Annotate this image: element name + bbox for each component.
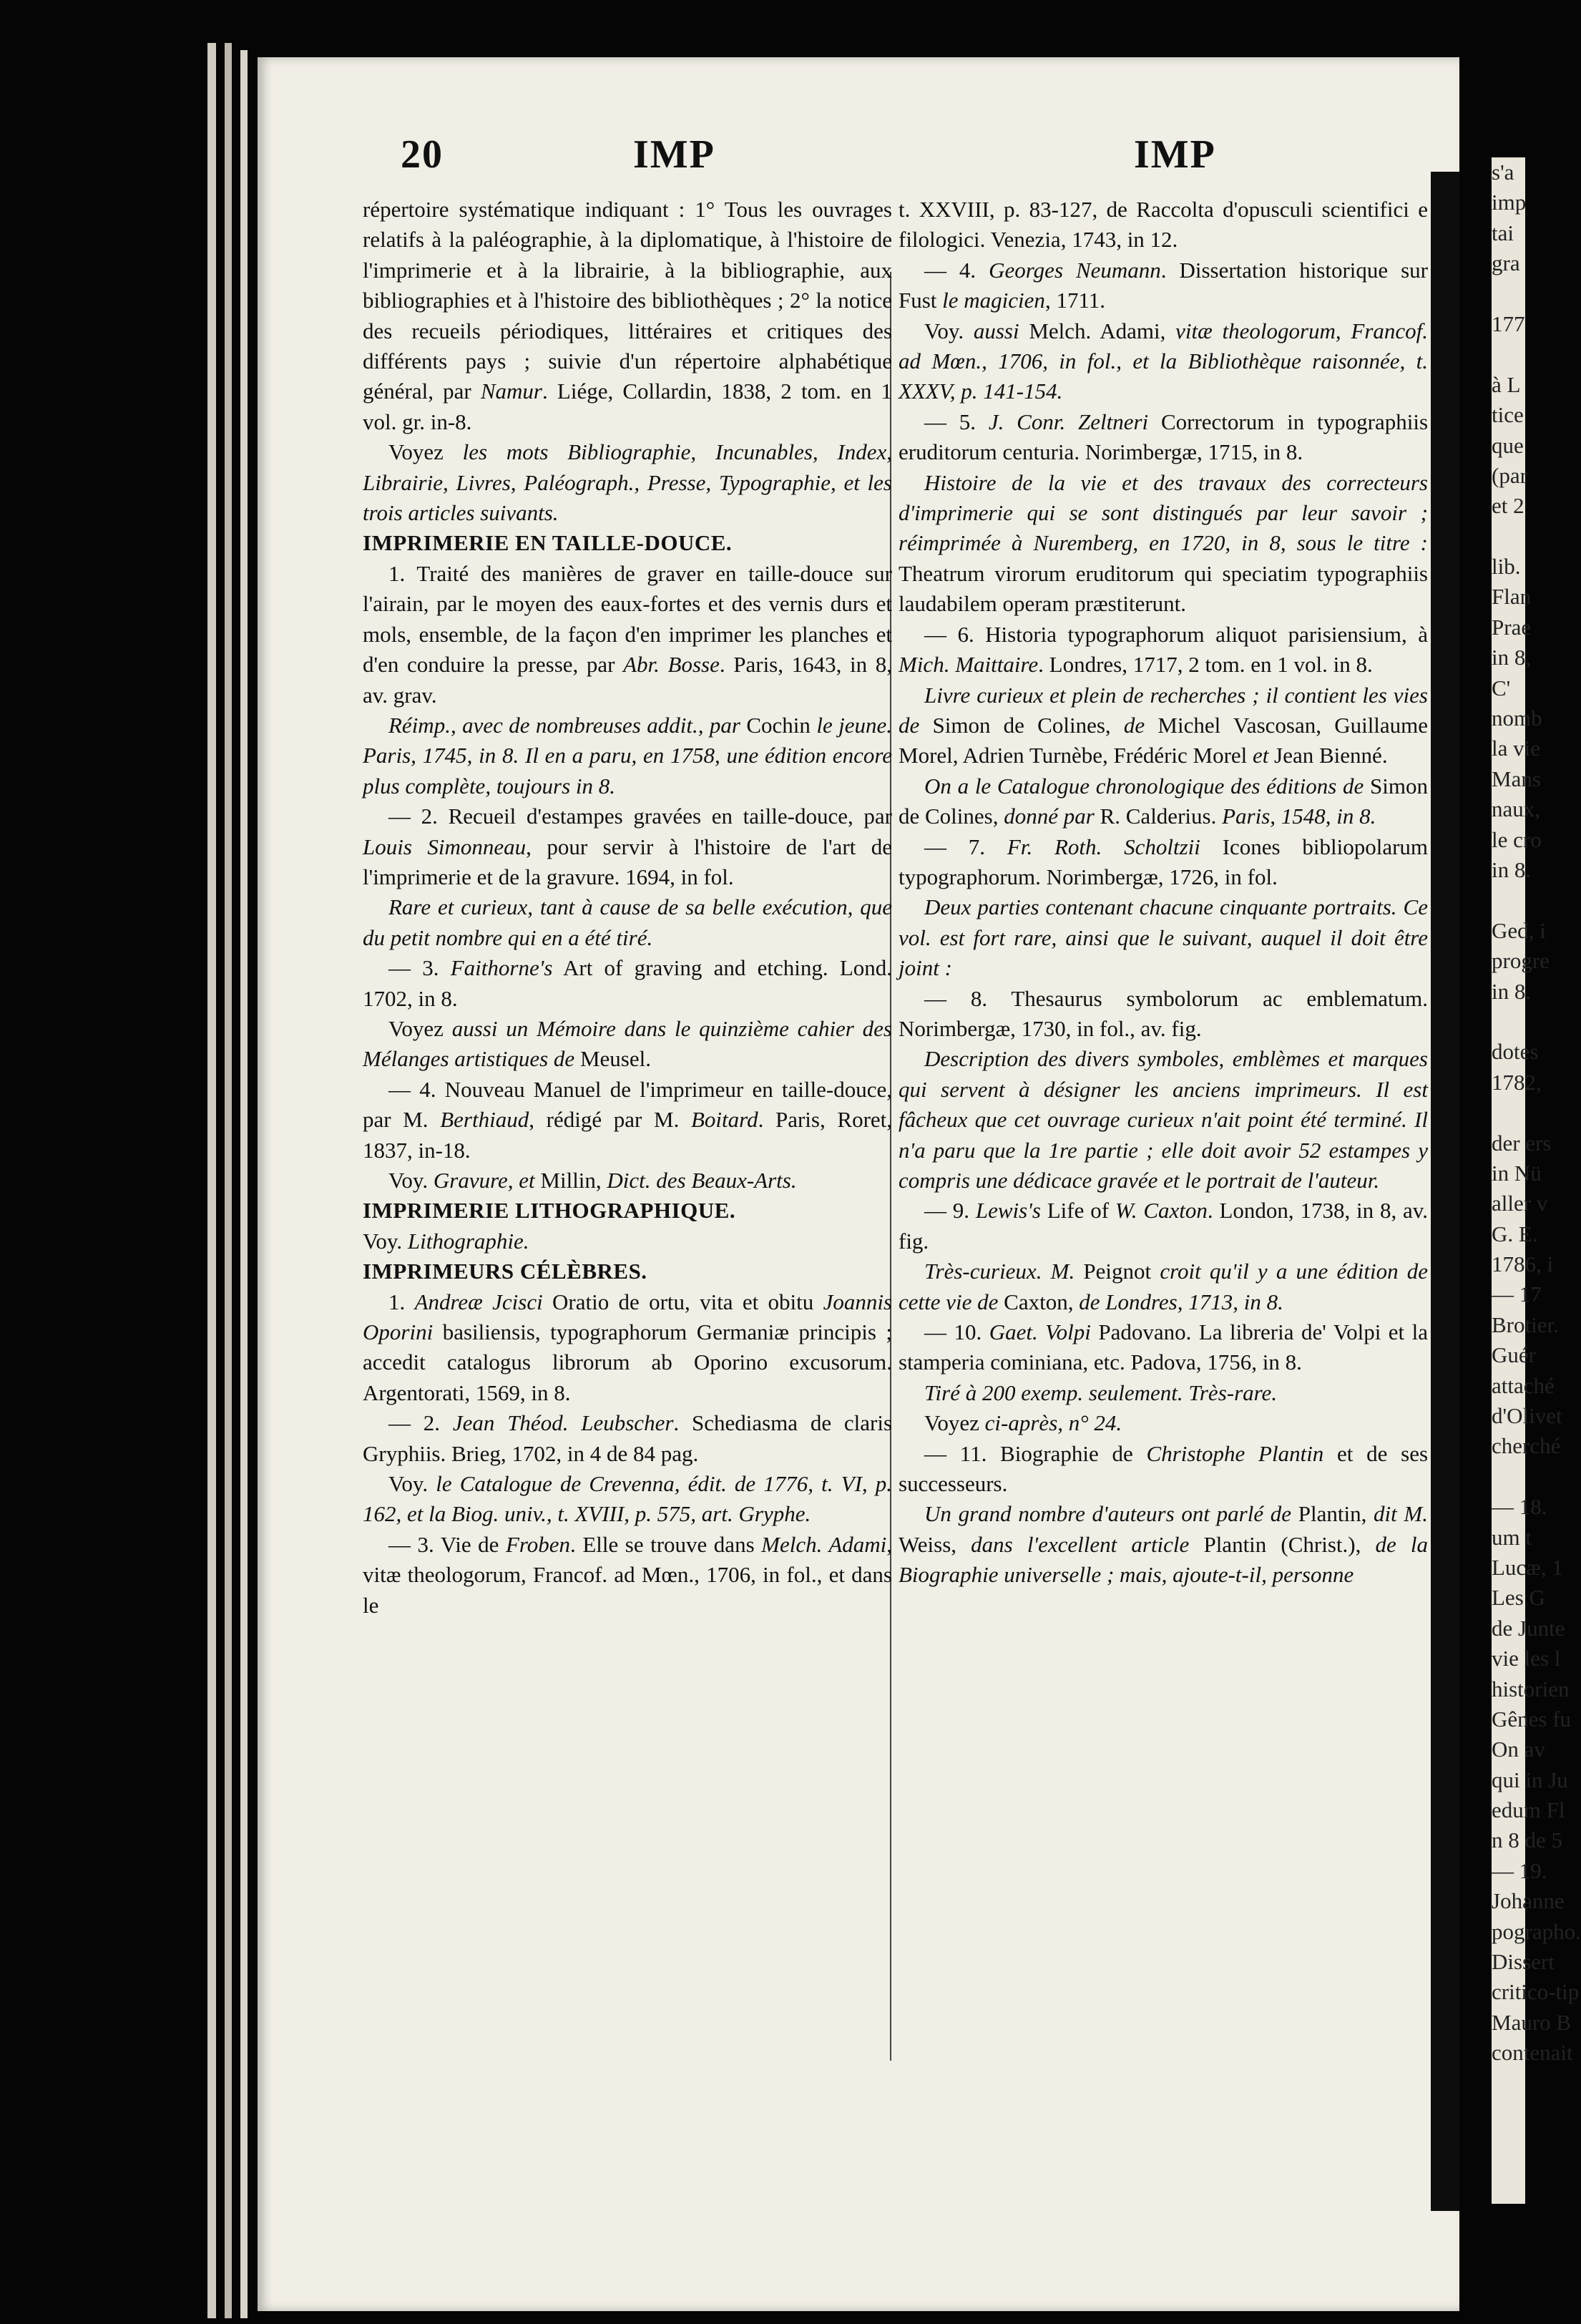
note-td-3: Voyez aussi un Mémoire dans le quinzième cahier des Mélanges artistiques de Meusel. bbox=[363, 1015, 892, 1072]
adjacent-page-line: 177 bbox=[1492, 311, 1525, 336]
adjacent-page-line: Johanne bbox=[1492, 1888, 1565, 1914]
adjacent-page-line: s'a bbox=[1492, 160, 1514, 185]
adjacent-page-line: de Junte bbox=[1492, 1615, 1565, 1641]
adjacent-page-line: in Nü bbox=[1492, 1160, 1542, 1186]
running-head-right: IMP bbox=[1134, 132, 1216, 177]
running-head-left: IMP bbox=[633, 132, 715, 177]
adjacent-page-line: aller v bbox=[1492, 1191, 1548, 1216]
adjacent-page-line: Les G bbox=[1492, 1585, 1545, 1611]
entry-7: — 7. Fr. Roth. Scholtzii Icones bibliopolarum typographorum. Norimbergæ, 1726, in fol. bbox=[899, 834, 1429, 889]
entry-continued: t. XXVIII, p. 83-127, de Raccolta d'opusculi scientifici e filologici. Venezia, 1743, in 12. bbox=[899, 197, 1428, 253]
adjacent-page-line: G. E. bbox=[1492, 1221, 1538, 1246]
adjacent-page-line: vie les l bbox=[1492, 1646, 1561, 1671]
note-9: Très-curieux. M. Peignot croit qu'il y a une édition de cette vie de Caxton, de Londres, 1713, in 8. bbox=[899, 1259, 1429, 1314]
adjacent-page-line: nomb bbox=[1492, 706, 1542, 731]
entry-10: — 10. Gaet. Volpi Padovano. La libreria de' Volpi et la stamperia cominiana, etc. Padova, 1756, in 8. bbox=[899, 1319, 1428, 1375]
section-heading-taille-douce: IMPRIMERIE EN TAILLE-DOUCE. bbox=[363, 530, 733, 556]
adjacent-page-line: lib. bbox=[1492, 554, 1521, 580]
adjacent-page-line: Dissert bbox=[1492, 1949, 1555, 1975]
note-11: Un grand nombre d'auteurs ont parlé de Plantin, dit M. Weiss, dans l'excellent article Plantin (Christ.), de la Biographie universelle ; mais, ajoute-t-il, personne bbox=[899, 1501, 1429, 1588]
adjacent-page-line: 1782, bbox=[1492, 1069, 1542, 1095]
adjacent-page-line: que bbox=[1492, 432, 1524, 458]
adjacent-page-line: d'Olivet bbox=[1492, 1403, 1562, 1429]
adjacent-page-line: historien bbox=[1492, 1676, 1570, 1702]
adjacent-page-line: in 8. bbox=[1492, 978, 1532, 1004]
page-edge-strip bbox=[207, 43, 216, 2318]
entry-9: — 9. Lewis's Life of W. Caxton. London, 1738, in 8, av. fig. bbox=[899, 1198, 1429, 1254]
adjacent-page-line: et 2 bbox=[1492, 493, 1524, 519]
entry-ic-1: 1. Andreæ Jcisci Oratio de ortu, vita et obitu Joannis Oporini basiliensis, typographorum Germaniæ principis ; accedit catalogus librorum ab Oporino excusorum. Argentorati, 1569, in 8. bbox=[363, 1289, 893, 1405]
adjacent-page-line bbox=[1492, 885, 1525, 915]
entry-td-4: — 4. Nouveau Manuel de l'imprimeur en taille-douce, par M. Berthiaud, rédigé par M. Boitard. Paris, Roret, 1837, in-18. bbox=[363, 1076, 893, 1163]
note-4: Voy. aussi Melch. Adami, vitæ theologorum, Francof. ad Mœn., 1706, in fol., et la Bibliothèque raisonnée, t. XXXV, p. 141-154. bbox=[899, 318, 1429, 404]
adjacent-page-line: qui in Ju bbox=[1492, 1767, 1568, 1792]
adjacent-page-line: naux, bbox=[1492, 796, 1541, 822]
entry-5: — 5. J. Conr. Zeltneri Correctorum in typographiis eruditorum centuria. Norimbergæ, 1715, in 8. bbox=[899, 409, 1429, 465]
adjacent-page-line: in 8, bbox=[1492, 645, 1532, 670]
left-column bbox=[363, 195, 892, 2248]
note-td-1: Réimp., avec de nombreuses addit., par Cochin le jeune. Paris, 1745, in 8. Il en a paru, en 1758, une édition encore plus complète, toujours in 8. bbox=[363, 712, 892, 799]
entry-td-3: — 3. Faithorne's Art of graving and etching. Lond. 1702, in 8. bbox=[363, 955, 893, 1011]
book-page bbox=[258, 57, 1459, 2311]
see-also-10: Voyez ci-après, n° 24. bbox=[924, 1410, 1122, 1436]
adjacent-page-line: edum Fl bbox=[1492, 1797, 1565, 1823]
adjacent-page-line: C' bbox=[1492, 675, 1511, 700]
adjacent-page-line: tai bbox=[1492, 220, 1514, 245]
note-10: Tiré à 200 exemp. seulement. Très-rare. bbox=[924, 1380, 1278, 1405]
page-edge-strip bbox=[240, 50, 248, 2318]
adjacent-page-line: à L bbox=[1492, 371, 1521, 397]
adjacent-page-line: der ers bbox=[1492, 1130, 1552, 1156]
adjacent-page-line: um t bbox=[1492, 1524, 1532, 1550]
adjacent-page-line bbox=[1492, 1462, 1525, 1492]
adjacent-page-line: tice bbox=[1492, 402, 1524, 428]
adjacent-page-line: le cro bbox=[1492, 826, 1542, 852]
adjacent-page-line: progre bbox=[1492, 948, 1550, 974]
adjacent-page-line: Lucæ, 1 bbox=[1492, 1554, 1563, 1580]
section-heading-lithographique: IMPRIMERIE LITHOGRAPHIQUE. bbox=[363, 1198, 736, 1224]
adjacent-page-line: (par bbox=[1492, 462, 1527, 488]
adjacent-page-line: Gênes fu bbox=[1492, 1706, 1572, 1732]
page-number: 20 bbox=[401, 132, 444, 177]
adjacent-page-line: attaché bbox=[1492, 1372, 1555, 1398]
note-td-4: Voy. Gravure, et Millin, Dict. des Beaux-Arts. bbox=[388, 1168, 797, 1193]
entry-td-1: 1. Traité des manières de graver en taille-douce sur l'airain, par le moyen des eaux-fortes et des vernis durs et mols, ensemble, de la façon d'en imprimer les planches et d'en conduire la presse, par Abr. Bosse. Paris, 1643, in 8, av. grav. bbox=[363, 560, 892, 708]
adjacent-page-line: — 19. bbox=[1492, 1857, 1547, 1883]
adjacent-page-line: Ged, i bbox=[1492, 917, 1546, 943]
adjacent-page-line: Brotier. bbox=[1492, 1312, 1559, 1337]
adjacent-page-line: n 8 de 5 bbox=[1492, 1827, 1563, 1853]
entry-6: — 6. Historia typographorum aliquot parisiensium, à Mich. Maittaire. Londres, 1717, 2 tom. en 1 vol. in 8. bbox=[899, 621, 1428, 678]
adjacent-page-line: cherché bbox=[1492, 1433, 1561, 1459]
page-edge-strip bbox=[225, 43, 232, 2318]
entry-ic-3: — 3. Vie de Froben. Elle se trouve dans Melch. Adami, vitæ theologorum, Francof. ad Mœn., 1706, in fol., et dans le bbox=[363, 1531, 893, 1618]
entry-td-2: — 2. Recueil d'estampes gravées en taille-douce, par Louis Simonneau, pour servir à l'histoire de l'art de l'imprimerie et de la gravure. 1694, in fol. bbox=[363, 804, 892, 889]
adjacent-page-line: Mauro B bbox=[1492, 2009, 1572, 2035]
adjacent-page-line: — 18. bbox=[1492, 1494, 1547, 1520]
adjacent-page-line: gra bbox=[1492, 250, 1520, 276]
adjacent-page-line bbox=[1492, 1007, 1525, 1037]
adjacent-page-line: Guér bbox=[1492, 1342, 1536, 1368]
adjacent-page-line: imp bbox=[1492, 190, 1527, 215]
adjacent-page-line: 1786, i bbox=[1492, 1251, 1554, 1277]
note-ic-2: Voy. le Catalogue de Crevenna, édit. de 1776, t. VI, p. 162, et la Biog. univ., t. XVIII, p. 575, art. Gryphe. bbox=[363, 1471, 892, 1527]
adjacent-page-line: On av bbox=[1492, 1737, 1545, 1762]
see-also-note: Voyez les mots Bibliographie, Incunables, Index, Librairie, Livres, Paléograph., Presse, Typographie, et les trois articles suivants. bbox=[363, 439, 892, 526]
adjacent-page-line: critico-tip bbox=[1492, 1979, 1580, 2005]
entry-repertoire: répertoire systématique indiquant : 1° Tous les ouvrages relatifs à la paléographie, à la diplomatique, à l'histoire de l'imprimerie et à la librairie, à la bibliographie, aux bibliographies et à l'histoire des bibliothèques ; 2° la notice des recueils périodiques, littéraires et critiques des différents pays ; suivie d'un répertoire alphabétique général, par Namur. Liége, Collardin, 1838, 2 tom. en 1 vol. gr. in-8. bbox=[363, 197, 892, 434]
adjacent-page-line bbox=[1492, 339, 1525, 369]
adjacent-page-line: Flan bbox=[1492, 584, 1532, 610]
note-td-2: Rare et curieux, tant à cause de sa belle exécution, que du petit nombre qui en a été tiré. bbox=[363, 894, 892, 950]
entry-ic-2: — 2. Jean Théod. Leubscher. Schediasma de claris Gryphiis. Brieg, 1702, in 4 de 84 pag. bbox=[363, 1410, 893, 1466]
section-heading-imprimeurs-celebres: IMPRIMEURS CÉLÈBRES. bbox=[363, 1259, 647, 1284]
adjacent-page-line: la vie bbox=[1492, 736, 1540, 761]
adjacent-page-line bbox=[1492, 522, 1525, 552]
note-8: Description des divers symboles, emblèmes et marques qui servent à désigner les anciens imprimeurs. Il est fâcheux que cet ouvrage curieux n'ait point été terminé. Il n'a paru que la 1re partie ; elle doit avoir 52 estampes y compris une dédicace gravée et le portrait de l'auteur. bbox=[899, 1046, 1428, 1193]
adjacent-page-line: dotes bbox=[1492, 1039, 1539, 1065]
adjacent-page-line bbox=[1492, 279, 1525, 309]
right-column bbox=[899, 195, 1428, 2248]
adjacent-page-line bbox=[1492, 1098, 1525, 1128]
adjacent-page-line: pographo. bbox=[1492, 1918, 1581, 1944]
adjacent-page-line: Prae bbox=[1492, 614, 1532, 640]
note-litho: Voy. Lithographie. bbox=[363, 1228, 529, 1254]
entry-4: — 4. Georges Neumann. Dissertation historique sur Fust le magicien, 1711. bbox=[899, 257, 1428, 313]
note-6: Livre curieux et plein de recherches ; il contient les vies de Simon de Colines, de Michel Vascosan, Guillaume Morel, Adrien Turnèbe, Frédéric Morel et Jean Bienné. bbox=[899, 682, 1429, 768]
note-5: Histoire de la vie et des travaux des correcteurs d'imprimerie qui se sont distingués par leur savoir ; réimprimée à Nuremberg, en 1720, in 8, sous le titre : Theatrum virorum eruditorum qui speciatim typographiis laudabilem operam præstiterunt. bbox=[899, 469, 1428, 617]
adjacent-page-line: — 17 bbox=[1492, 1281, 1542, 1307]
entry-8: — 8. Thesaurus symbolorum ac emblematum. Norimbergæ, 1730, in fol., av. fig. bbox=[899, 985, 1428, 1041]
adjacent-page-line: contenait bbox=[1492, 2040, 1573, 2066]
book-gutter-shadow bbox=[1431, 172, 1459, 2211]
adjacent-page-fragment bbox=[1492, 157, 1581, 2204]
entry-11: — 11. Biographie de Christophe Plantin et de ses successeurs. bbox=[899, 1440, 1429, 1497]
note-6b: On a le Catalogue chronologique des éditions de Simon de Colines, donné par R. Calderius. Paris, 1548, in 8. bbox=[899, 773, 1429, 829]
adjacent-page-line: in 8. bbox=[1492, 856, 1532, 882]
adjacent-page-line: Mans bbox=[1492, 766, 1541, 791]
note-7: Deux parties contenant chacune cinquante portraits. Ce vol. est fort rare, ainsi que le suivant, auquel il doit être joint : bbox=[899, 894, 1428, 981]
